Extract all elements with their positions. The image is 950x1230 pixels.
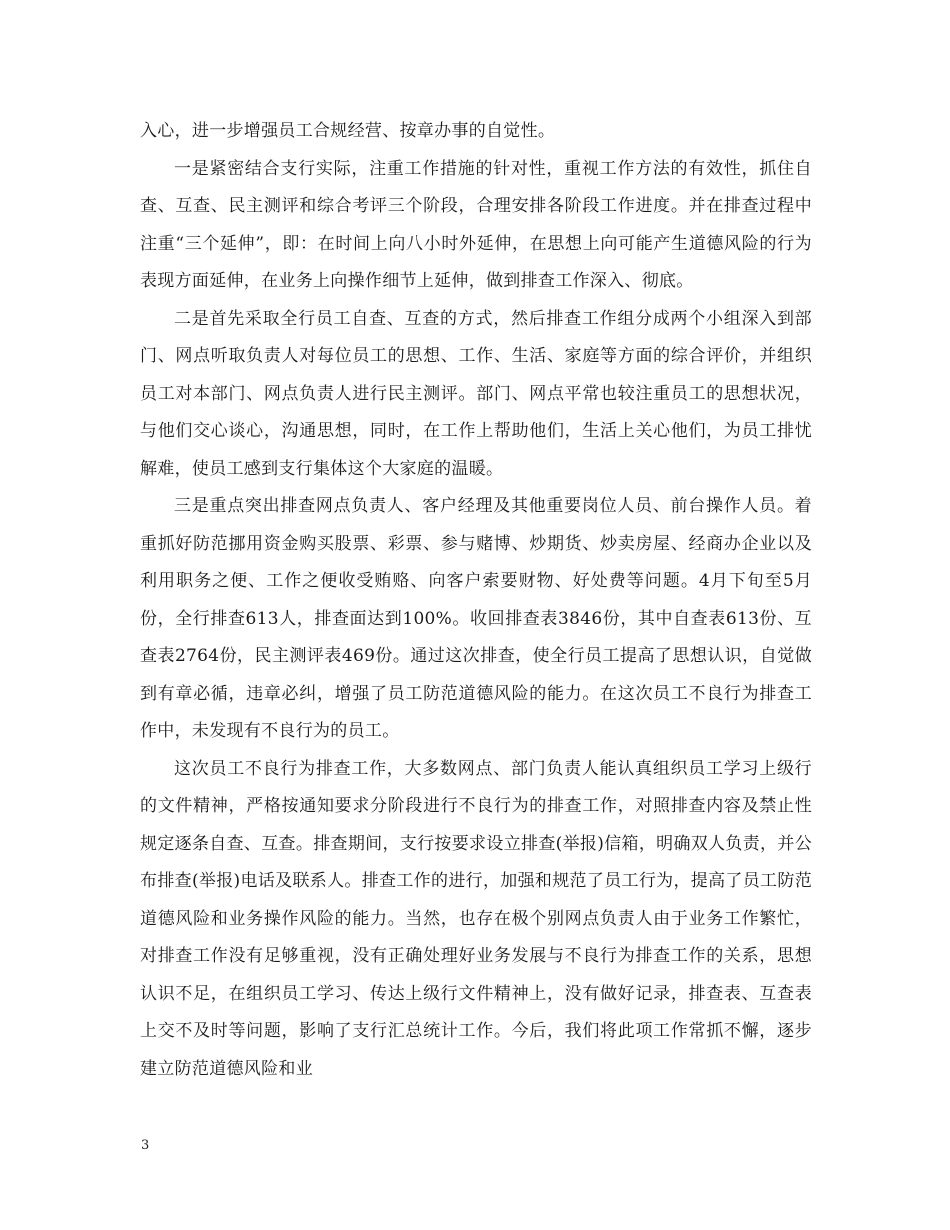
paragraph-summary: 这次员工不良行为排查工作，大多数网点、部门负责人能认真组织员工学习上级行的文件精神，严格按通知要求分阶段进行不良行为的排查工作，对照排查内容及禁止性规定逐条自查、互查。排查期间，支行按要求设立排查(举报)信箱，明确双人负责，并公布排查(举报)电话及联系人。排查工作的进行，加强和规范了员工行为，提高了员工防范道德风险和业务操作风险的能力。当然，也存在极个别网点负责人由于业务工作繁忙，对排查工作没有足够重视，没有正确处理好业务发展与不良行为排查工作的关系，思想认识不足，在组织员工学习、传达上级行文件精神上，没有做好记录，排查表、互查表上交不及时等问题，影响了支行汇总统计工作。今后，我们将此项工作常抓不懈，逐步建立防范道德风险和业 <box>140 758 812 1079</box>
document-body <box>140 113 812 1088</box>
page-number: 3 <box>141 1138 150 1153</box>
paragraph-point-three: 三是重点突出排查网点负责人、客户经理及其他重要岗位人员、前台操作人员。着重抓好防范挪用资金购买股票、彩票、参与赌博、炒期货、炒卖房屋、经商办企业以及利用职务之便、工作之便收受贿赂、向客户索要财物、好处费等问题。4月下旬至5月份，全行排查613人，排查面达到100%。收回排查表3846份，其中自查表613份、互查表2764份，民主测评表469份。通过这次排查，使全行员工提高了思想认识，自觉做到有章必循，违章必纠，增强了员工防范道德风险的能力。在这次员工不良行为排查工作中，未发现有不良行为的员工。 <box>140 496 812 741</box>
paragraph-continuation: 入心，进一步增强员工合规经营、按章办事的自觉性。 <box>140 121 556 141</box>
paragraph-point-two: 二是首先采取全行员工自查、互查的方式，然后排查工作组分成两个小组深入到部门、网点听取负责人对每位员工的思想、工作、生活、家庭等方面的综合评价，并组织员工对本部门、网点负责人进行民主测评。部门、网点平常也较注重员工的思想状况，与他们交心谈心，沟通思想，同时，在工作上帮助他们，生活上关心他们，为员工排忧解难，使员工感到支行集体这个大家庭的温暖。 <box>140 308 812 479</box>
paragraph-point-one: 一是紧密结合支行实际，注重工作措施的针对性，重视工作方法的有效性，抓住自查、互查、民主测评和综合考评三个阶段，合理安排各阶段工作进度。并在排查过程中注重“三个延伸”，即：在时间上向八小时外延伸，在思想上向可能产生道德风险的行为表现方面延伸，在业务上向操作细节上延伸，做到排查工作深入、彻底。 <box>140 158 812 291</box>
